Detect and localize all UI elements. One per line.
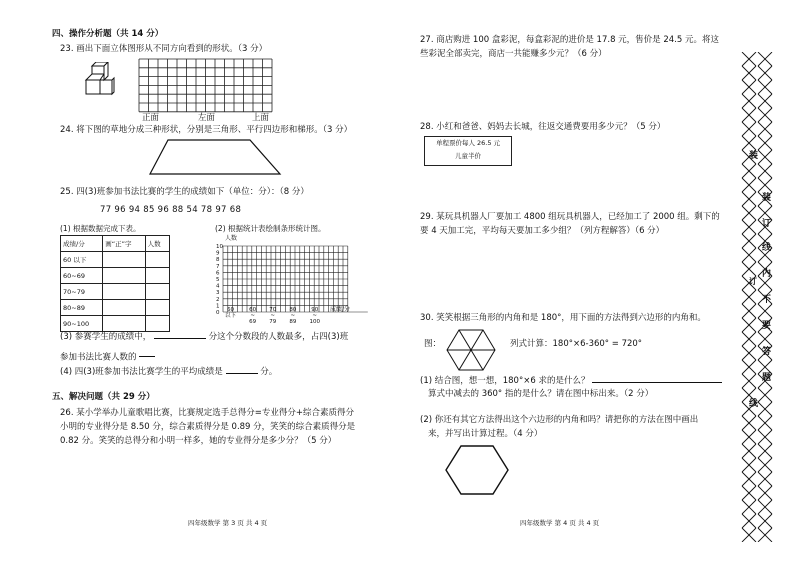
label-top: 上面 (252, 113, 270, 123)
answer-blank[interactable] (592, 382, 722, 383)
table-row-label: 90~100 (61, 316, 103, 332)
question-30-1-cont: 算式中减去的 360° 指的是什么？请在图中标出来。（2 分） (428, 389, 654, 399)
x-tick: 90 ~ 100 (309, 307, 320, 326)
tally-cell[interactable] (103, 268, 145, 284)
count-cell[interactable] (145, 252, 169, 268)
question-27 (420, 33, 719, 61)
q29-line: 要 4 天加工完，平均每天要加工多少组？（列方程解答）（6 分） (420, 226, 665, 236)
figure-label: 图： (424, 339, 442, 349)
seal-char: 题 (762, 373, 772, 383)
cube-figure (84, 62, 116, 98)
count-cell[interactable] (145, 316, 169, 332)
hexagon-divided (446, 328, 496, 372)
y-tick: 2 (216, 296, 220, 303)
question-23: 23. 画出下面立体图形从不同方向看到的形状。（3 分） (60, 44, 268, 54)
question-24: 24. 将下图的草地分成三种形状，分别是三角形、平行四边形和梯形。（3 分） (60, 125, 353, 135)
score-table (60, 235, 170, 332)
q25-3-part-b: 分这个分数段的人数最多，占四(3)班 (208, 332, 349, 342)
ticket-price-box (424, 136, 512, 166)
question-25: 25. 四(3)班参加书法比赛的学生的成绩如下（单位：分）：（8 分） (60, 187, 309, 197)
section-4-title: 四、操作分析题（共 14 分） (52, 29, 164, 39)
table-row-label: 80~89 (61, 300, 103, 316)
x-tick: 70 ~ 79 (269, 307, 277, 326)
question-30: 30. 笑笑根据三角形的内角和是 180°，用下面的方法得到六边形的内角和。 (420, 313, 706, 323)
y-tick: 1 (216, 303, 220, 310)
question-25-1: (1) 根据数据完成下表。 (60, 224, 141, 233)
label-left: 左面 (198, 113, 216, 123)
question-25-2: (2) 根据统计表绘制条形统计图。 (215, 224, 326, 233)
q26-line: 26. 某小学举办儿童歌唱比赛，比赛规定选手总得分=专业得分+综合素质得分 (60, 408, 354, 418)
seal-char: 线 (749, 399, 759, 409)
scores-list: 77 96 94 85 96 88 54 78 97 68 (100, 205, 242, 215)
q25-4-part-b: 分。 (260, 367, 278, 377)
question-30-2: (2) 你还有其它方法得出这个六边形的内角和吗？请把你的方法在图中画出 (420, 415, 699, 425)
chart-xlabel: 成绩/分 (330, 306, 351, 313)
y-tick: 8 (216, 257, 220, 264)
section-5-title: 五、解决问题（共 29 分） (52, 392, 155, 402)
label-front: 正面 (142, 113, 160, 123)
tally-cell[interactable] (103, 300, 145, 316)
question-28: 28. 小红和爸爸、妈妈去长城，往返交通费要用多少元？（5 分） (420, 122, 666, 132)
seal-char: 答 (762, 347, 772, 357)
table-row-label: 60~69 (61, 268, 103, 284)
q29-line: 29. 某玩具机器人厂要加工 4800 组玩具机器人，已经加工了 2000 组。剩下的 (420, 212, 720, 222)
answer-blank[interactable] (226, 373, 258, 374)
seal-char: 要 (762, 321, 772, 331)
y-tick: 5 (216, 277, 220, 283)
x-tick: 60 以下 (225, 307, 237, 320)
count-cell[interactable] (145, 284, 169, 300)
question-30-2-cont: 来，并写出计算过程。（4 分） (428, 429, 543, 439)
q26-line: 小明的专业得分是 8.50 分，综合素质得分是 0.89 分，笑笑的综合素质得分是 (60, 422, 356, 432)
question-25-4 (60, 368, 277, 378)
seal-char: 订 (762, 219, 772, 229)
ticket-price: 单程票价每人 26.5 元 (435, 139, 501, 147)
table-row-label: 70~79 (61, 284, 103, 300)
q30-1-part-a: (1) 结合图，想一想，180°×6 求的是什么？ (420, 376, 590, 386)
x-tick: 80 ~ 89 (289, 307, 297, 326)
q26-line: 0.82 分。笑笑的总得分和小明一样多，她的专业得分是多少分？（5 分） (60, 436, 337, 446)
q25-3-part-c: 参加书法比赛人数的 (60, 352, 137, 363)
trapezoid-figure (148, 138, 284, 178)
q25-4-part-a: (4) 四(3)班参加书法比赛学生的平均成绩是 (60, 367, 223, 377)
tally-cell[interactable] (103, 284, 145, 300)
y-tick: 6 (216, 270, 220, 277)
tally-cell[interactable] (103, 316, 145, 332)
table-row-label: 60 以下 (61, 252, 103, 268)
x-tick: 60 ~ 69 (249, 307, 257, 326)
table-header: 画“正”字 (103, 236, 145, 252)
seal-char: 线 (762, 243, 772, 253)
question-25-3 (60, 333, 348, 343)
left-footer: 四年级数学 第 3 页 共 4 页 (188, 519, 268, 527)
y-tick: 9 (216, 250, 220, 257)
y-tick: 10 (216, 244, 223, 250)
q27-line: 些彩泥全部卖完，商店一共能赚多少元？（6 分） (420, 49, 607, 59)
seal-char: 装 (762, 193, 772, 203)
fraction-blank[interactable] (139, 350, 155, 364)
child-discount: 儿童半价 (455, 152, 481, 160)
y-tick: 3 (216, 290, 220, 297)
y-tick: 0 (216, 310, 220, 316)
table-header: 成绩/分 (61, 236, 103, 252)
hexagon-blank[interactable] (444, 444, 510, 496)
seal-char: 订 (749, 277, 757, 286)
view-grid (138, 58, 274, 113)
question-26 (60, 406, 355, 448)
answer-blank[interactable] (154, 338, 206, 339)
chart-ylabel: 人数 (225, 235, 238, 242)
seal-char: 不 (762, 295, 772, 305)
y-tick: 7 (216, 263, 220, 270)
q27-line: 27. 商店购进 100 盒彩泥，每盒彩泥的进价是 17.8 元，售价是 24.5 元。将这 (420, 35, 720, 45)
question-25-3-cont (60, 350, 155, 364)
count-cell[interactable] (145, 268, 169, 284)
right-footer: 四年级数学 第 4 页 共 4 页 (520, 519, 600, 527)
count-cell[interactable] (145, 300, 169, 316)
question-29 (420, 210, 720, 238)
question-30-1 (420, 377, 722, 387)
y-tick: 4 (216, 283, 220, 290)
formula: 列式计算：180°×6-360° = 720° (510, 339, 643, 349)
seal-char: 装 (749, 151, 759, 161)
seal-char: 内 (762, 269, 772, 279)
q25-3-part-a: (3) 参赛学生的成绩中， (60, 332, 152, 342)
chart-x-axis (225, 307, 320, 325)
tally-cell[interactable] (103, 252, 145, 268)
table-header: 人数 (145, 236, 169, 252)
